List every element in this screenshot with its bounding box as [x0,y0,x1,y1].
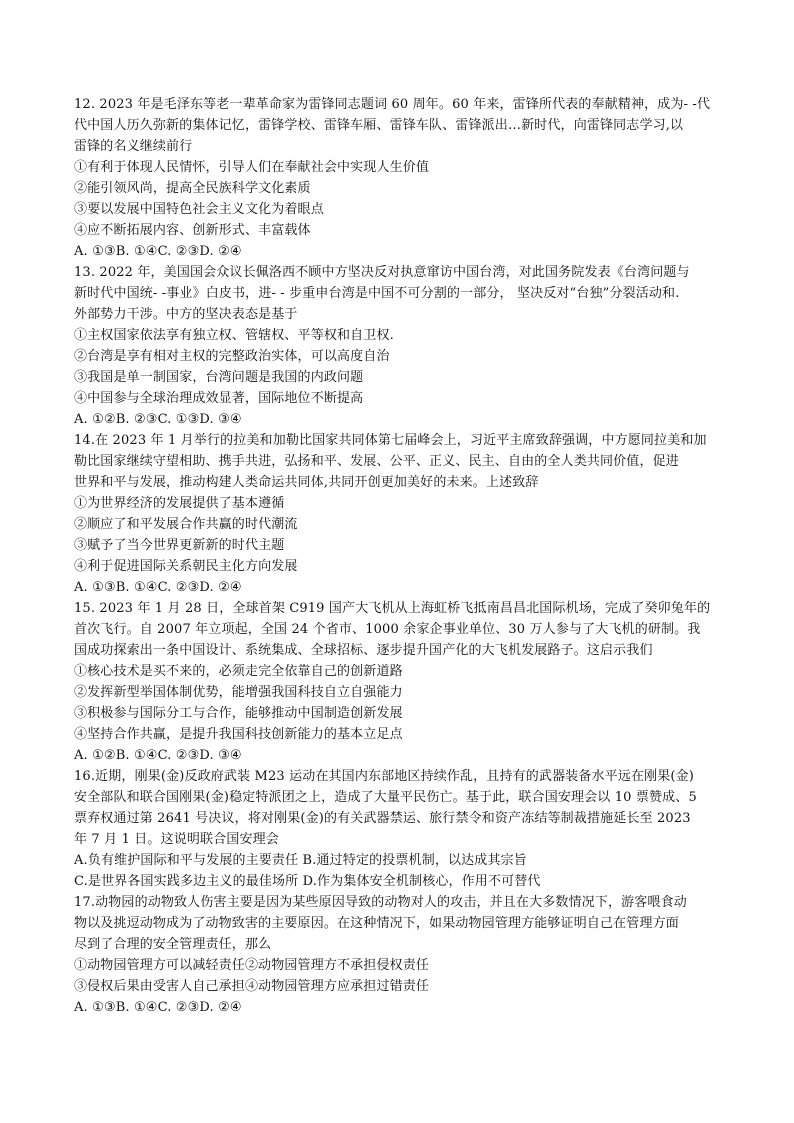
exam-page [74,94,724,1018]
question-stem-line: 物以及挑逗动物成为了动物致害的主要原因。在这种情况下，如果动物园管理方能够证明自己在管理方面 [74,916,679,931]
question-stem-line: 13. 2022 年，美国国会众议长佩洛西不顾中方坚决反对执意窜访中国台湾，对此国务院发表《台湾问题与 [74,265,690,280]
question-12 [74,94,724,262]
statement-option: ④坚持合作共赢，是提升我国科技创新能力的基本立足点 [74,727,403,742]
statement-option: ④应不断拓展内容、创新形式、丰富载体 [74,223,311,238]
question-13 [74,262,724,430]
statement-option: ③要以发展中国特色社会主义文化为着眼点 [74,202,324,217]
question-16 [74,766,724,892]
statement-option: ①有利于体现人民情怀，引导人们在奉献社会中实现人生价值 [74,160,430,175]
question-stem-line: 勒比国家继续守望相助、携手共进，弘扬和平、发展、公平、正义、民主、自由的全人类共同价值，促进 [74,454,679,469]
statement-option: ①主权国家依法享有独立权、管辖权、平等权和自卫权. [74,328,394,343]
question-stem-line: 17.动物园的动物致人伤害主要是因为某些原因导致的动物对人的攻击，并且在大多数情况下，游客喂食动 [74,895,687,910]
question-stem-line: 15. 2023 年 1 月 28 日，全球首架 C919 国产大飞机从上海虹桥飞抵南昌昌北国际机场，完成了癸卯兔年的 [74,601,711,616]
answer-choices: A. ①③B. ①④C. ②③D. ②④ [74,244,242,259]
question-15 [74,598,724,766]
statement-option: ④利于促进国际关系朝民主化方向发展 [74,559,298,574]
question-stem-line: 首次飞行。自 2007 年立项起，全国 24 个省市、1000 余家企事业单位、30 万人参与了大飞机的研制。我 [74,622,701,637]
answer-choices: A. ①②B. ①④C. ②③D. ③④ [74,748,242,763]
question-17 [74,892,724,1018]
question-stem-line: 16.近期，刚果(金)反政府武装 M23 运动在其国内东部地区持续作乱，且持有的武器装备水平远在刚果(金) [74,769,695,784]
question-stem-line: 世界和平与发展，推动构建人类命运共同体,共同开创更加美好的未来。上述致辞 [74,475,539,490]
answer-choices: A. ①③B. ①④C. ②③D. ②④ [74,1000,242,1015]
statement-option: ②顺应了和平发展合作共赢的时代潮流 [74,517,298,532]
answer-option-line: C.是世界各国实践多边主义的最佳场所 D.作为集体安全机制核心，作用不可替代 [74,874,541,889]
answer-option-line: A.负有维护国际和平与发展的主要责任 B.通过特定的投票机制，以达成其宗旨 [74,853,527,868]
statement-option: ②台湾是享有相对主权的完整政治实体，可以高度自治 [74,349,390,364]
question-stem-line: 14.在 2023 年 1 月举行的拉美和加勒比国家共同体第七届峰会上，习近平主席致辞强调，中方愿同拉美和加 [74,433,707,448]
question-stem-line: 安全部队和联合国刚果(金)稳定特派团之上，造成了大量平民伤亡。基于此，联合国安理会以 10 票赞成、5 [74,790,697,805]
statement-option: ③我国是单一制国家，台湾问题是我国的内政问题 [74,370,364,385]
question-stem-line: 外部势力干涉。中方的坚决表态是基于 [74,307,298,322]
statement-option: ①动物园管理方可以减轻责任②动物园管理方不承担侵权责任 [74,958,430,973]
statement-option: ④中国参与全球治理成效显著，国际地位不断提高 [74,391,364,406]
question-stem-line: 尽到了合理的安全管理责任，那么 [74,937,272,952]
statement-option: ③赋予了当今世界更新新的时代主题 [74,538,285,553]
statement-option: ③侵权后果由受害人自己承担④动物园管理方应承担过错责任 [74,979,430,994]
answer-choices: A. ①③B. ①④C. ②③D. ②④ [74,580,242,595]
statement-option: ③积极参与国际分工与合作，能够推动中国制造创新发展 [74,706,403,721]
question-stem-line: 国成功探索出一条中国设计、系统集成、全球招标、逐步提升国产化的大飞机发展路子。这启示我们 [74,643,653,658]
answer-choices: A. ①②B. ②③C. ①③D. ③④ [74,412,242,427]
statement-option: ②发挥新型举国体制优势，能增强我国科技自立自强能力 [74,685,403,700]
question-stem-line: 年 7 月 1 日。这说明联合国安理会 [74,832,279,847]
question-stem-line: 代中国人历久弥新的集体记忆，雷锋学校、雷锋车厢、雷锋车队、雷锋派出…新时代，向雷锋同志学习,以 [74,118,684,133]
question-stem-line: 12. 2023 年是毛泽东等老一辈革命家为雷锋同志题词 60 周年。60 年来，雷锋所代表的奉献精神，成为- -代 [74,97,711,112]
question-stem-line: 新时代中国统- -事业》白皮书，进- - 步重申台湾是中国不可分割的一部分， 坚决反对“台独”分裂活动和. [74,286,680,301]
question-stem-line: 雷锋的名义继续前行 [74,139,193,154]
question-14 [74,430,724,598]
question-stem-line: 票弃权通过第 2641 号决议，将对刚果(金)的有关武器禁运、旅行禁令和资产冻结等制裁措施延长至 2023 [74,811,691,826]
statement-option: ①为世界经济的发展提供了基本遵循 [74,496,285,511]
statement-option: ①核心技术是买不来的，必须走完全依靠自己的创新道路 [74,664,403,679]
statement-option: ②能引领风尚，提高全民族科学文化素质 [74,181,311,196]
